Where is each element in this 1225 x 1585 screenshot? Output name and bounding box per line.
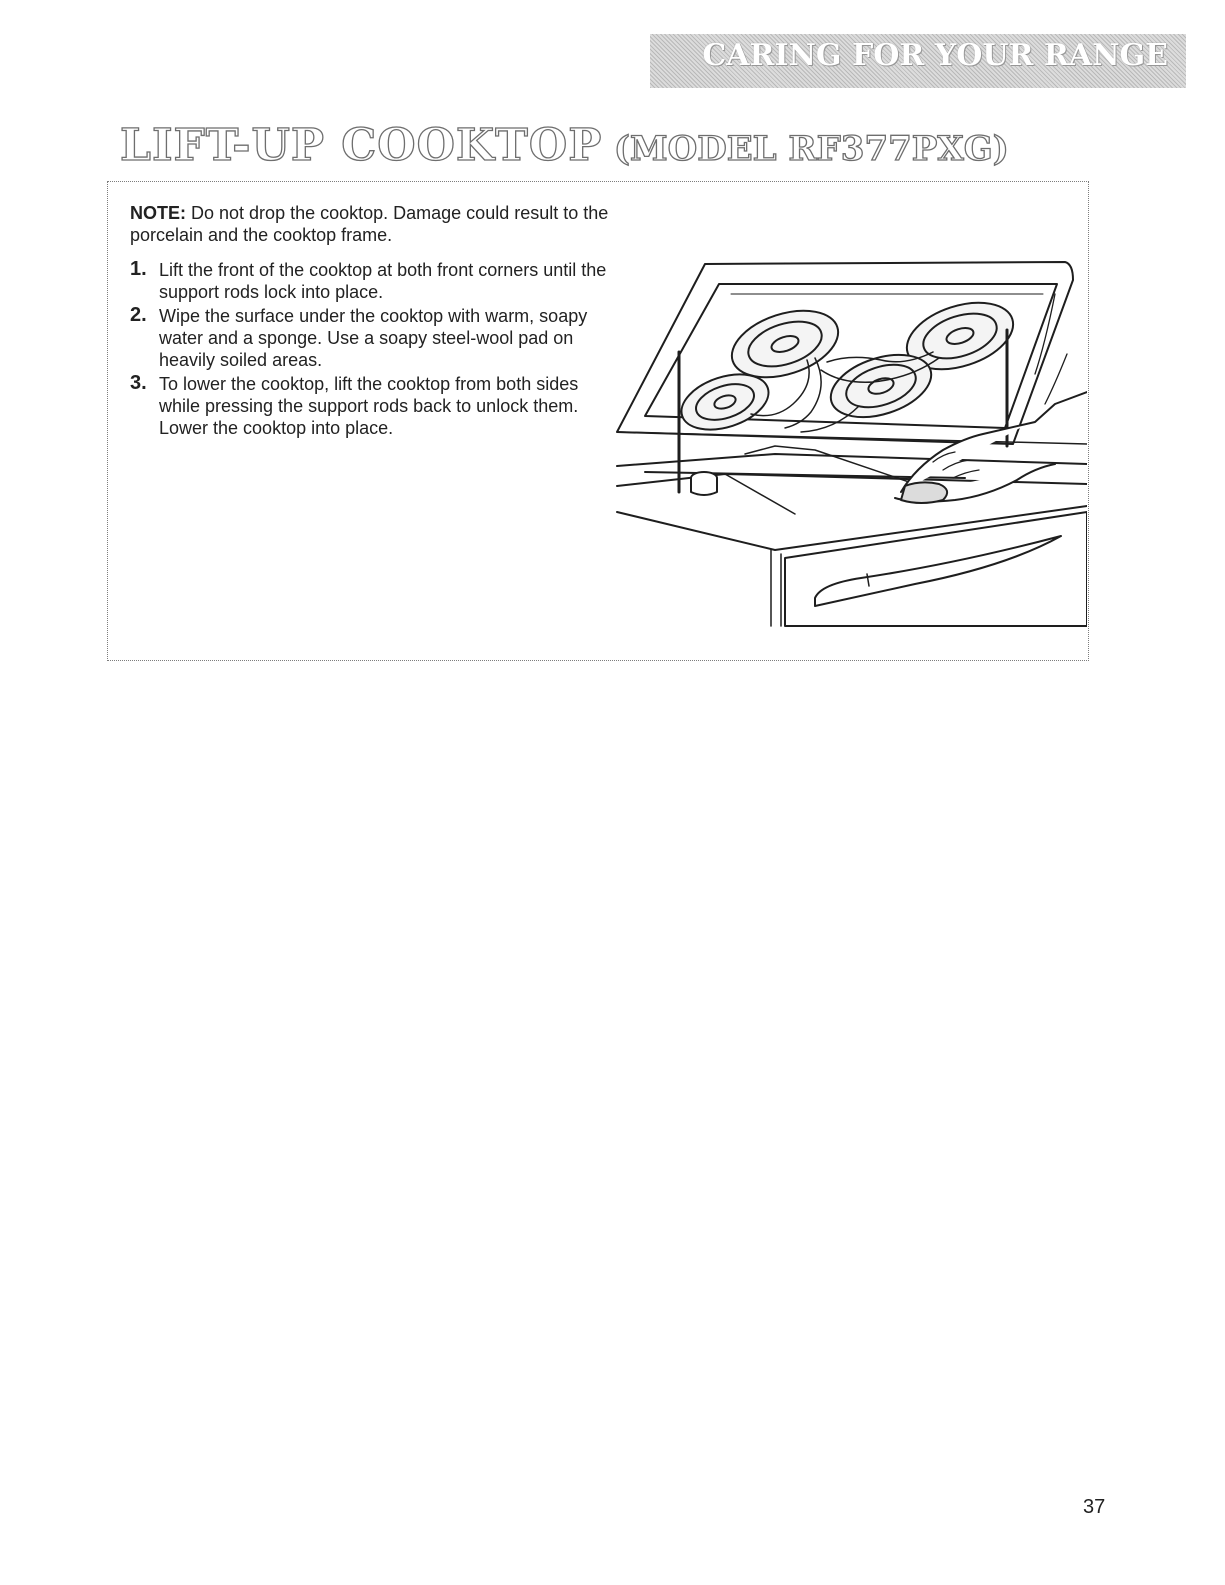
section-header-label: CARING FOR YOUR RANGE [702, 38, 1168, 73]
title-main: LIFT-UP COOKTOP [120, 120, 603, 171]
lift-up-cooktop-illustration [615, 254, 1087, 649]
step-text: Wipe the surface under the cooktop with warm, soapy water and a sponge. Use a soapy steel-wool pad on heavily soiled areas. [159, 306, 588, 370]
step-item [130, 259, 610, 303]
section-header-bar [650, 34, 1186, 88]
note-text: Do not drop the cooktop. Damage could result to the porcelain and the cooktop frame. [130, 203, 609, 245]
instructions [130, 202, 610, 441]
page-number: 37 [1083, 1496, 1106, 1518]
step-text: Lift the front of the cooktop at both front corners until the support rods lock into place. [159, 260, 607, 302]
steps-list [130, 259, 610, 439]
note [130, 202, 610, 246]
step-item [130, 373, 610, 439]
note-label: NOTE: [130, 203, 186, 223]
step-number: 3. [130, 372, 147, 394]
step-number: 1. [130, 258, 147, 280]
step-text: To lower the cooktop, lift the cooktop from both sides while pressing the support rods back to unlock them. Lower the cooktop into place. [159, 374, 579, 438]
section-title [120, 120, 1009, 180]
title-model: (MODEL RF377PXG) [613, 129, 1009, 169]
step-item [130, 305, 610, 371]
step-number: 2. [130, 304, 147, 326]
content-box [107, 181, 1089, 661]
